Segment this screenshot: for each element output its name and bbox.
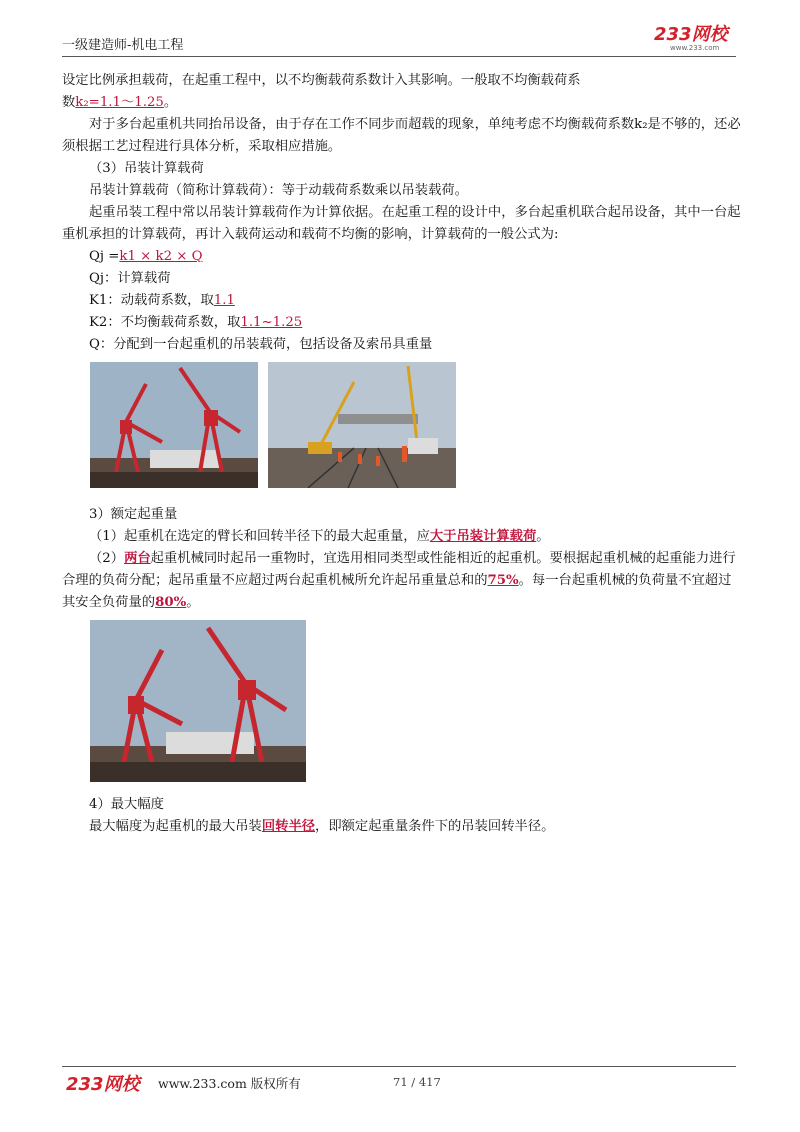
header-title: 一级建造师-机电工程: [62, 38, 184, 53]
footer-divider: [62, 1066, 736, 1067]
photo-row-2: [62, 620, 742, 788]
highlight-80-percent: 80%: [155, 595, 187, 610]
highlight-75-percent: 75%: [487, 573, 519, 588]
paragraph-2: 对于多台起重机共同抬吊设备，由于存在工作不同步而超载的现象，单纯考虑不均衡载荷系数k₂是不够的，还必须根据工艺过程进行具体分析，采取相应措施。: [62, 117, 741, 154]
page-number: 71 / 417: [393, 1075, 441, 1089]
header-divider: [62, 56, 736, 57]
formula-q: Q：分配到一台起重机的吊装载荷，包括设备及索吊具重量: [89, 337, 433, 352]
section-rated-capacity: 3）额定起重量: [89, 507, 178, 522]
highlight-radius: 回转半径: [261, 819, 316, 834]
formula: Qj =k1 × k2 × Q: [89, 249, 203, 264]
svg-text:233网校: 233网校: [654, 24, 728, 45]
highlight-k2-range: k₂=1.1～1.25: [75, 95, 164, 110]
k2-value: 1.1~1.25: [240, 315, 303, 330]
max-radius-text: 最大幅度为起重机的最大吊装回转半径，即额定起重量条件下的吊装回转半径。: [89, 819, 555, 834]
paragraph-1b: 数k₂=1.1～1.25。: [62, 95, 178, 110]
crane-photo-port-large: [90, 620, 306, 782]
footer-site: www.233.com 版权所有: [158, 1076, 301, 1091]
crane-photo-rail: [268, 362, 456, 488]
svg-text:233网校: 233网校: [66, 1074, 140, 1094]
k1-value: 1.1: [213, 293, 235, 308]
footer-logo[interactable]: [66, 1072, 148, 1094]
formula-highlight: k1 × k2 × Q: [119, 249, 203, 264]
crane-photo-port: [90, 362, 258, 488]
formula-k1: K1：动载荷系数，取1.1: [89, 293, 235, 308]
highlight-load-rule: 大于吊装计算载荷: [429, 529, 537, 544]
heading-3: （3）吊装计算载荷: [89, 161, 204, 176]
photo-row-1: [62, 362, 742, 496]
rated-capacity-rule-1: （1）起重机在选定的臂长和回转半径下的最大起重量，应大于吊装计算载荷。: [89, 529, 550, 544]
paragraph-4: 起重吊装工程中常以吊装计算载荷作为计算依据。在起重工程的设计中，多台起重机联合起吊设备，其中一台起重机承担的计算载荷，再计入载荷运动和载荷不均衡的影响，计算载荷的一般公式为:: [62, 205, 741, 242]
formula-k2: K2：不均衡载荷系数，取1.1~1.25: [89, 315, 303, 330]
document-body: [62, 70, 742, 838]
rated-capacity-rule-2: （2）两台起重机械同时起吊一重物时，宜选用相同类型或性能相近的起重机。要根据起重机械的起重能力进行合理的负荷分配；起吊重量不应超过两台起重机械所允许起吊重量总和的75%。每一台起重机械的负荷量不宜超过其安全负荷量的80%。: [62, 551, 736, 610]
formula-qj: Qj：计算载荷: [89, 271, 171, 286]
paragraph-1: 设定比例承担载荷，在起重工程中，以不均衡载荷系数计入其影响。一般取不均衡载荷系: [62, 73, 581, 88]
section-max-radius: 4）最大幅度: [89, 797, 164, 812]
site-logo[interactable]: [652, 22, 738, 52]
highlight-two-cranes: 两台: [124, 551, 151, 566]
paragraph-3: 吊装计算载荷（简称计算载荷）：等于动载荷系数乘以吊装载荷。: [89, 183, 468, 198]
svg-text:www.233.com: www.233.com: [670, 44, 720, 52]
